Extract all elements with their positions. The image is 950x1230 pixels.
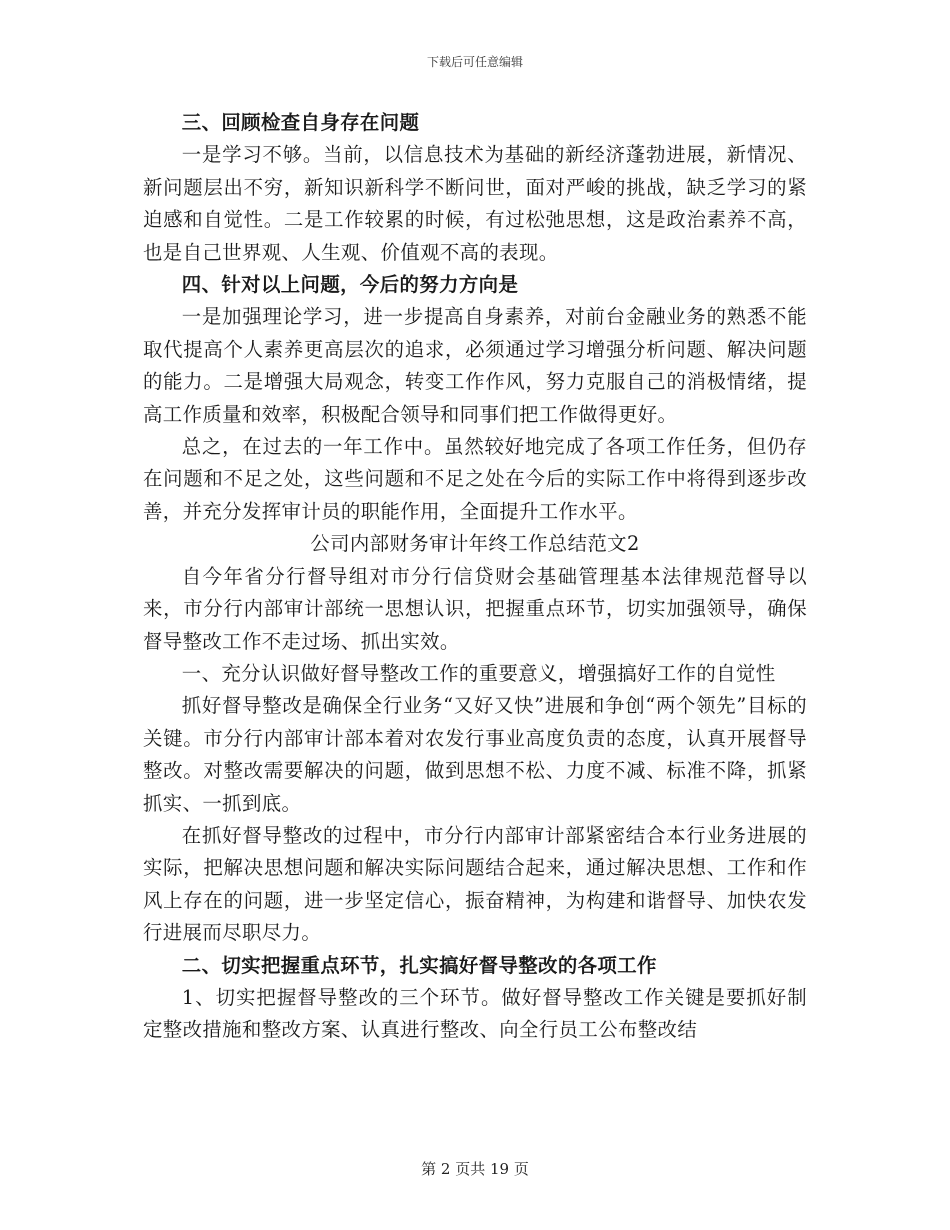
body-paragraph: 自今年省分行督导组对市分行信贷财会基础管理基本法律规范督导以来，市分行内部审计部统一思想认识，把握重点环节，切实加强领导，确保督导整改工作不走过场、抓出实效。 [143,564,807,653]
section-heading: 三、回顾检查自身存在问题 [181,111,420,134]
body-paragraph: 一是加强理论学习，进一步提高自身素养，对前台金融业务的熟悉不能取代提高个人素养更高层次的追求，必须通过学习增强分析问题、解决问题的能力。二是增强大局观念，转变工作作风，努力克服自己的消极情绪，提高工作质量和效率，积极配合领导和同事们把工作做得更好。 [143,305,807,426]
body-paragraph: 1、切实把握督导整改的三个环节。做好督导整改工作关键是要抓好制定整改措施和整改方案、认真进行整改、向全行员工公布整改结 [143,985,807,1042]
body-paragraph: 一、充分认识做好督导整改工作的重要意义，增强搞好工作的自觉性 [181,661,776,685]
body-paragraph: 在抓好督导整改的过程中，市分行内部审计部紧密结合本行业务进展的实际，把解决思想问题和解决实际问题结合起来，通过解决思想、工作和作风上存在的问题，进一步坚定信心，振奋精神，为构建和谐督导、加快农发行进展而尽职尽力。 [143,823,807,945]
body-paragraph: 一是学习不够。当前，以信息技术为基础的新经济蓬勃进展，新情况、新问题层出不穷，新知识新科学不断问世，面对严峻的挑战，缺乏学习的紧迫感和自觉性。二是工作较累的时候，有过松弛思想，这是政治素养不高，也是自己世界观、人生观、价值观不高的表现。 [143,143,807,264]
page-header: 下载后可任意编辑 [426,55,523,69]
page-footer: 第 2 页共 19 页 [421,1160,529,1178]
section-heading: 四、针对以上问题，今后的努力方向是 [181,273,519,297]
body-paragraph: 抓好督导整改是确保全行业务“又好又快”进展和争创“两个领先”目标的关键。市分行内部审计部本着对农发行事业高度负责的态度，认真开展督导整改。对整改需要解决的问题，做到思想不松、力度不减、标准不降，抓紧抓实、一抓到底。 [143,694,807,815]
section-heading: 二、切实把握重点环节，扎实搞好督导整改的各项工作 [181,953,657,977]
document-body [143,107,807,1047]
article-title: 公司内部财务审计年终工作总结范文2 [310,532,640,556]
body-paragraph: 总之，在过去的一年工作中。虽然较好地完成了各项工作任务，但仍存在问题和不足之处，这些问题和不足之处在今后的实际工作中将得到逐步改善，并充分发挥审计员的职能作用，全面提升工作水平。 [143,435,807,523]
